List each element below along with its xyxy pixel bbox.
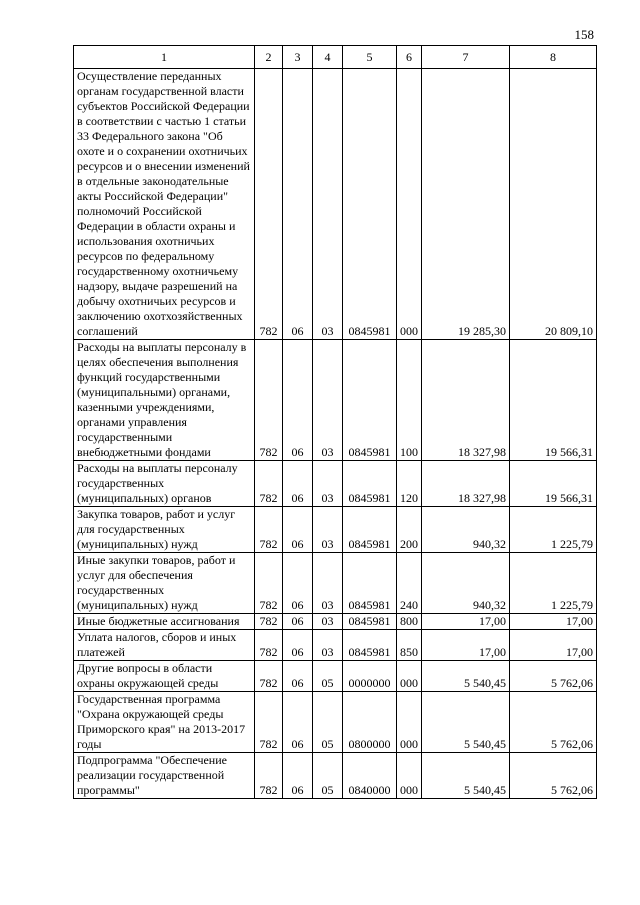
amount-cell-2015: 5 762,06 bbox=[510, 753, 597, 799]
amount-cell-2014: 17,00 bbox=[422, 630, 510, 661]
expense-type-cell: 120 bbox=[397, 461, 422, 507]
target-article-cell: 0845981 bbox=[343, 614, 397, 630]
section-cell: 06 bbox=[283, 753, 313, 799]
amount-cell-2015: 5 762,06 bbox=[510, 692, 597, 753]
section-cell: 06 bbox=[283, 630, 313, 661]
code-cell: 782 bbox=[255, 692, 283, 753]
amount-cell-2015: 5 762,06 bbox=[510, 661, 597, 692]
amount-cell-2015: 1 225,79 bbox=[510, 553, 597, 614]
amount-cell-2014: 5 540,45 bbox=[422, 692, 510, 753]
code-cell: 782 bbox=[255, 69, 283, 340]
table-row bbox=[74, 692, 597, 753]
description-cell: Иные закупки товаров, работ и услуг для обеспечения государственных (муниципальных) нужд bbox=[74, 553, 255, 614]
table-body bbox=[74, 69, 597, 799]
description-cell: Осуществление переданных органам государственной власти субъектов Российской Федерации в соответствии с частью 1 статьи 33 Федерального закона "Об охоте и о сохранении охотничьих ресурсов и о внесении изменений в отдельные законодательные акты Российской Федерации" полномочий Российской Федерации в области охраны и использования охотничьих ресурсов по федеральному государственному охотничьему надзору, выдаче разрешений на добычу охотничьих ресурсов и заключению охотхозяйственных соглашений bbox=[74, 69, 255, 340]
expense-type-cell: 240 bbox=[397, 553, 422, 614]
description-cell: Иные бюджетные ассигнования bbox=[74, 614, 255, 630]
code-cell: 782 bbox=[255, 630, 283, 661]
table-row bbox=[74, 461, 597, 507]
table-row bbox=[74, 69, 597, 340]
target-article-cell: 0845981 bbox=[343, 340, 397, 461]
subsection-cell: 03 bbox=[313, 553, 343, 614]
subsection-cell: 03 bbox=[313, 340, 343, 461]
section-cell: 06 bbox=[283, 340, 313, 461]
amount-cell-2015: 17,00 bbox=[510, 614, 597, 630]
header-row bbox=[74, 46, 597, 69]
description-cell: Уплата налогов, сборов и иных платежей bbox=[74, 630, 255, 661]
header-cell: 4 bbox=[313, 46, 343, 69]
expense-type-cell: 100 bbox=[397, 340, 422, 461]
subsection-cell: 03 bbox=[313, 69, 343, 340]
amount-cell-2014: 18 327,98 bbox=[422, 340, 510, 461]
expense-type-cell: 850 bbox=[397, 630, 422, 661]
subsection-cell: 05 bbox=[313, 692, 343, 753]
table-row bbox=[74, 614, 597, 630]
expense-type-cell: 200 bbox=[397, 507, 422, 553]
section-cell: 06 bbox=[283, 614, 313, 630]
code-cell: 782 bbox=[255, 753, 283, 799]
header-cell: 1 bbox=[74, 46, 255, 69]
amount-cell-2014: 940,32 bbox=[422, 507, 510, 553]
table-row bbox=[74, 661, 597, 692]
expense-type-cell: 000 bbox=[397, 753, 422, 799]
amount-cell-2014: 940,32 bbox=[422, 553, 510, 614]
code-cell: 782 bbox=[255, 553, 283, 614]
target-article-cell: 0845981 bbox=[343, 461, 397, 507]
amount-cell-2015: 17,00 bbox=[510, 630, 597, 661]
subsection-cell: 03 bbox=[313, 507, 343, 553]
target-article-cell: 0840000 bbox=[343, 753, 397, 799]
description-cell: Закупка товаров, работ и услуг для государственных (муниципальных) нужд bbox=[74, 507, 255, 553]
amount-cell-2015: 19 566,31 bbox=[510, 340, 597, 461]
code-cell: 782 bbox=[255, 614, 283, 630]
subsection-cell: 05 bbox=[313, 753, 343, 799]
section-cell: 06 bbox=[283, 69, 313, 340]
header-cell: 8 bbox=[510, 46, 597, 69]
header-cell: 6 bbox=[397, 46, 422, 69]
target-article-cell: 0845981 bbox=[343, 69, 397, 340]
subsection-cell: 03 bbox=[313, 461, 343, 507]
section-cell: 06 bbox=[283, 692, 313, 753]
code-cell: 782 bbox=[255, 661, 283, 692]
expense-type-cell: 000 bbox=[397, 661, 422, 692]
section-cell: 06 bbox=[283, 507, 313, 553]
code-cell: 782 bbox=[255, 340, 283, 461]
header-cell: 7 bbox=[422, 46, 510, 69]
page-number: 158 bbox=[574, 27, 594, 42]
amount-cell-2015: 1 225,79 bbox=[510, 507, 597, 553]
expense-type-cell: 000 bbox=[397, 69, 422, 340]
amount-cell-2014: 5 540,45 bbox=[422, 753, 510, 799]
amount-cell-2015: 20 809,10 bbox=[510, 69, 597, 340]
code-cell: 782 bbox=[255, 461, 283, 507]
table-row bbox=[74, 340, 597, 461]
amount-cell-2014: 17,00 bbox=[422, 614, 510, 630]
header-cell: 5 bbox=[343, 46, 397, 69]
amount-cell-2014: 5 540,45 bbox=[422, 661, 510, 692]
table-row bbox=[74, 753, 597, 799]
header-cell: 2 bbox=[255, 46, 283, 69]
code-cell: 782 bbox=[255, 507, 283, 553]
target-article-cell: 0000000 bbox=[343, 661, 397, 692]
description-cell: Подпрограмма "Обеспечение реализации государственной программы" bbox=[74, 753, 255, 799]
subsection-cell: 03 bbox=[313, 614, 343, 630]
expense-type-cell: 800 bbox=[397, 614, 422, 630]
section-cell: 06 bbox=[283, 553, 313, 614]
target-article-cell: 0845981 bbox=[343, 507, 397, 553]
header-cell: 3 bbox=[283, 46, 313, 69]
description-cell: Расходы на выплаты персоналу государственных (муниципальных) органов bbox=[74, 461, 255, 507]
target-article-cell: 0800000 bbox=[343, 692, 397, 753]
description-cell: Расходы на выплаты персоналу в целях обеспечения выполнения функций государственными (муниципальными) органами, казенными учреждениями, органами управления государственными внебюджетными фондами bbox=[74, 340, 255, 461]
subsection-cell: 03 bbox=[313, 630, 343, 661]
description-cell: Государственная программа "Охрана окружающей среды Приморского края" на 2013-2017 годы bbox=[74, 692, 255, 753]
budget-table bbox=[73, 45, 597, 799]
table-row bbox=[74, 630, 597, 661]
expense-type-cell: 000 bbox=[397, 692, 422, 753]
amount-cell-2015: 19 566,31 bbox=[510, 461, 597, 507]
table-row bbox=[74, 553, 597, 614]
target-article-cell: 0845981 bbox=[343, 630, 397, 661]
subsection-cell: 05 bbox=[313, 661, 343, 692]
section-cell: 06 bbox=[283, 661, 313, 692]
target-article-cell: 0845981 bbox=[343, 553, 397, 614]
amount-cell-2014: 19 285,30 bbox=[422, 69, 510, 340]
amount-cell-2014: 18 327,98 bbox=[422, 461, 510, 507]
description-cell: Другие вопросы в области охраны окружающей среды bbox=[74, 661, 255, 692]
section-cell: 06 bbox=[283, 461, 313, 507]
table-row bbox=[74, 507, 597, 553]
